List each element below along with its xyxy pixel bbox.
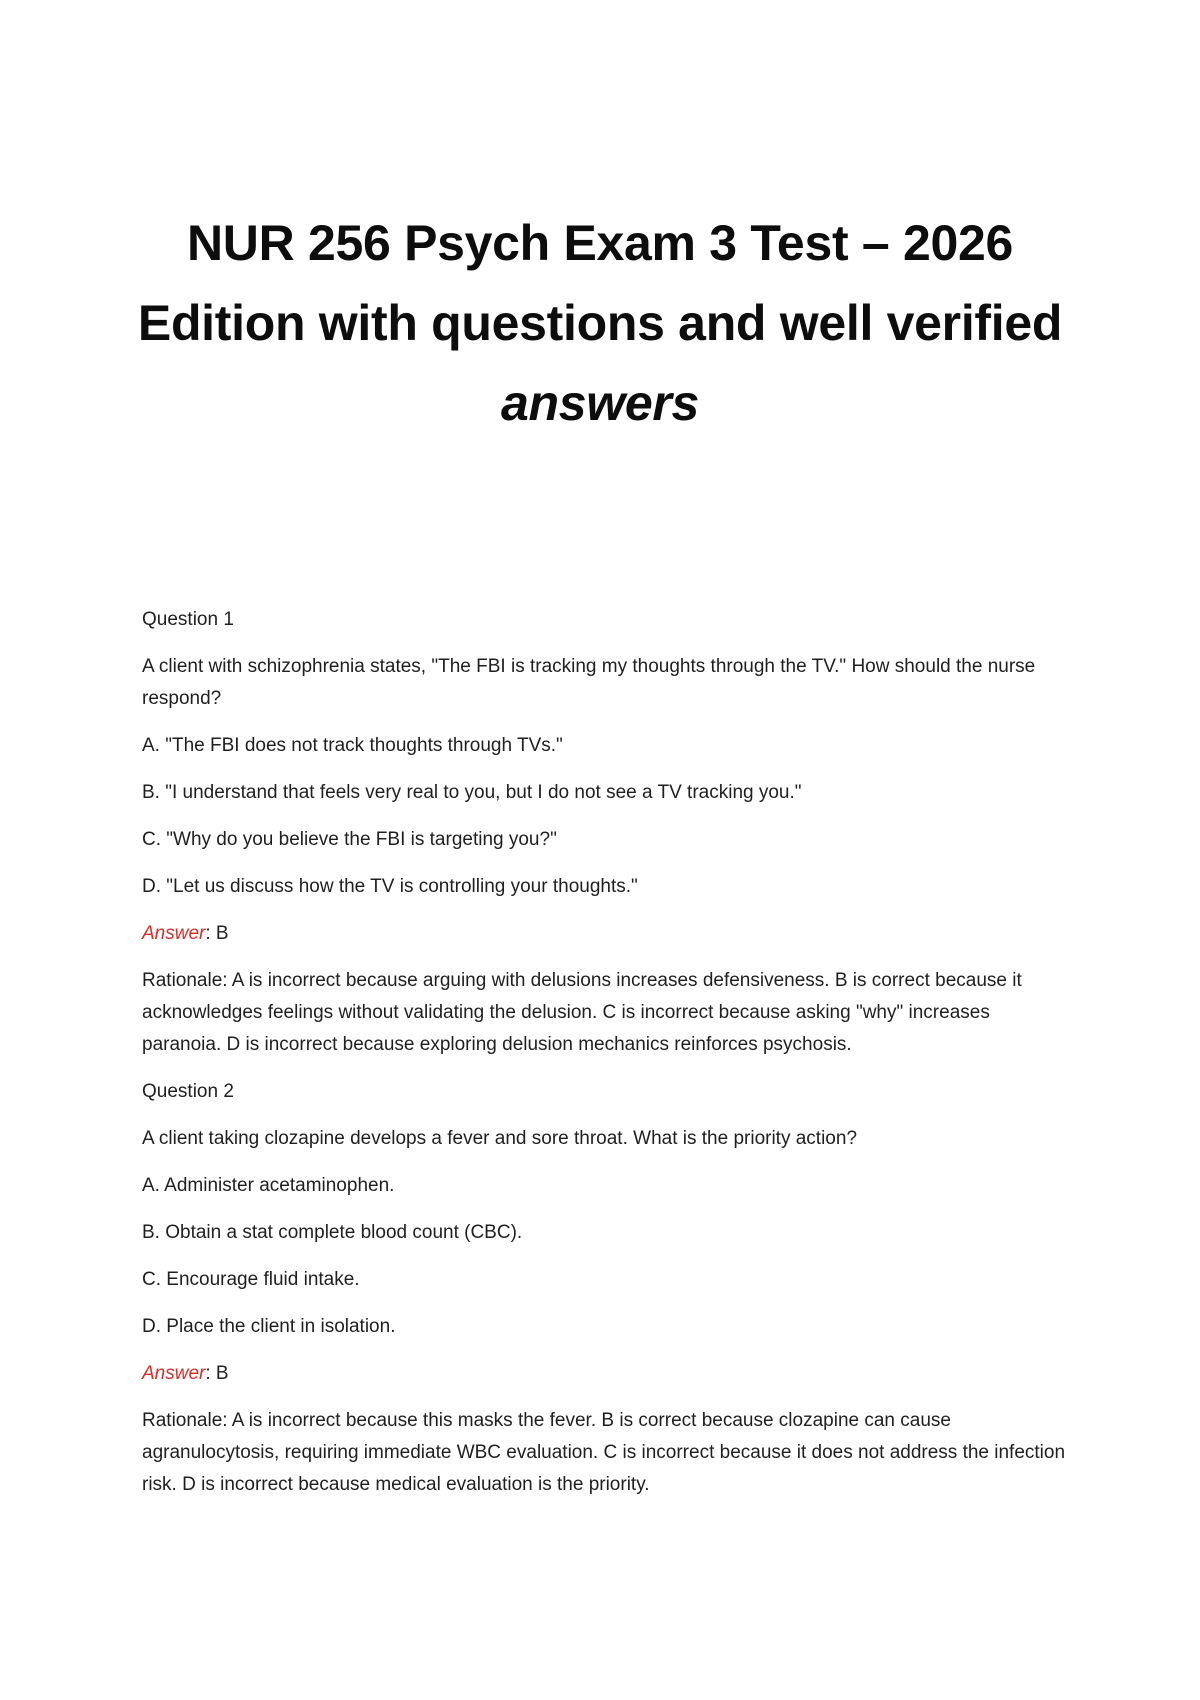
question-heading: Question 2	[142, 1081, 234, 1102]
answer-value: : B	[205, 923, 229, 944]
answer-option: D. "Let us discuss how the TV is controlling your thoughts."	[142, 876, 638, 897]
title-line-1: NUR 256 Psych Exam 3 Test – 2026	[186, 215, 1014, 271]
document-title	[100, 203, 1100, 443]
document-body	[142, 604, 1072, 1516]
title-line-3: answers	[500, 375, 700, 431]
answer-option: C. Encourage fluid intake.	[142, 1269, 360, 1290]
answer-line	[142, 918, 1072, 950]
answer-label: Answer	[142, 1363, 206, 1384]
answer-line	[142, 1358, 1072, 1390]
answer-option: C. "Why do you believe the FBI is targeting you?"	[142, 829, 557, 850]
question-stem: A client with schizophrenia states, "The FBI is tracking my thoughts through the TV." How should the nurse respond?	[142, 656, 1036, 709]
answer-option: B. "I understand that feels very real to you, but I do not see a TV tracking you."	[142, 782, 802, 803]
rationale-text: Rationale: A is incorrect because this masks the fever. B is correct because clozapine can cause agranulocytosis, requiring immediate WBC evaluation. C is incorrect because it does not address the infection risk. D is incorrect because medical evaluation is the priority.	[142, 1410, 1066, 1495]
answer-option: A. Administer acetaminophen.	[142, 1175, 395, 1196]
rationale-text: Rationale: A is incorrect because arguing with delusions increases defensiveness. B is correct because it acknowledges feelings without validating the delusion. C is incorrect because asking "why" increases paranoia. D is incorrect because exploring delusion mechanics reinforces psychosis.	[142, 970, 1022, 1055]
answer-value: : B	[205, 1363, 229, 1384]
title-line-2: Edition with questions and well verified	[137, 295, 1063, 351]
answer-option: A. "The FBI does not track thoughts through TVs."	[142, 735, 563, 756]
question-stem: A client taking clozapine develops a fever and sore throat. What is the priority action?	[142, 1128, 858, 1149]
answer-option: B. Obtain a stat complete blood count (CBC).	[142, 1222, 523, 1243]
answer-label: Answer	[142, 923, 206, 944]
question-heading: Question 1	[142, 609, 234, 630]
answer-option: D. Place the client in isolation.	[142, 1316, 396, 1337]
